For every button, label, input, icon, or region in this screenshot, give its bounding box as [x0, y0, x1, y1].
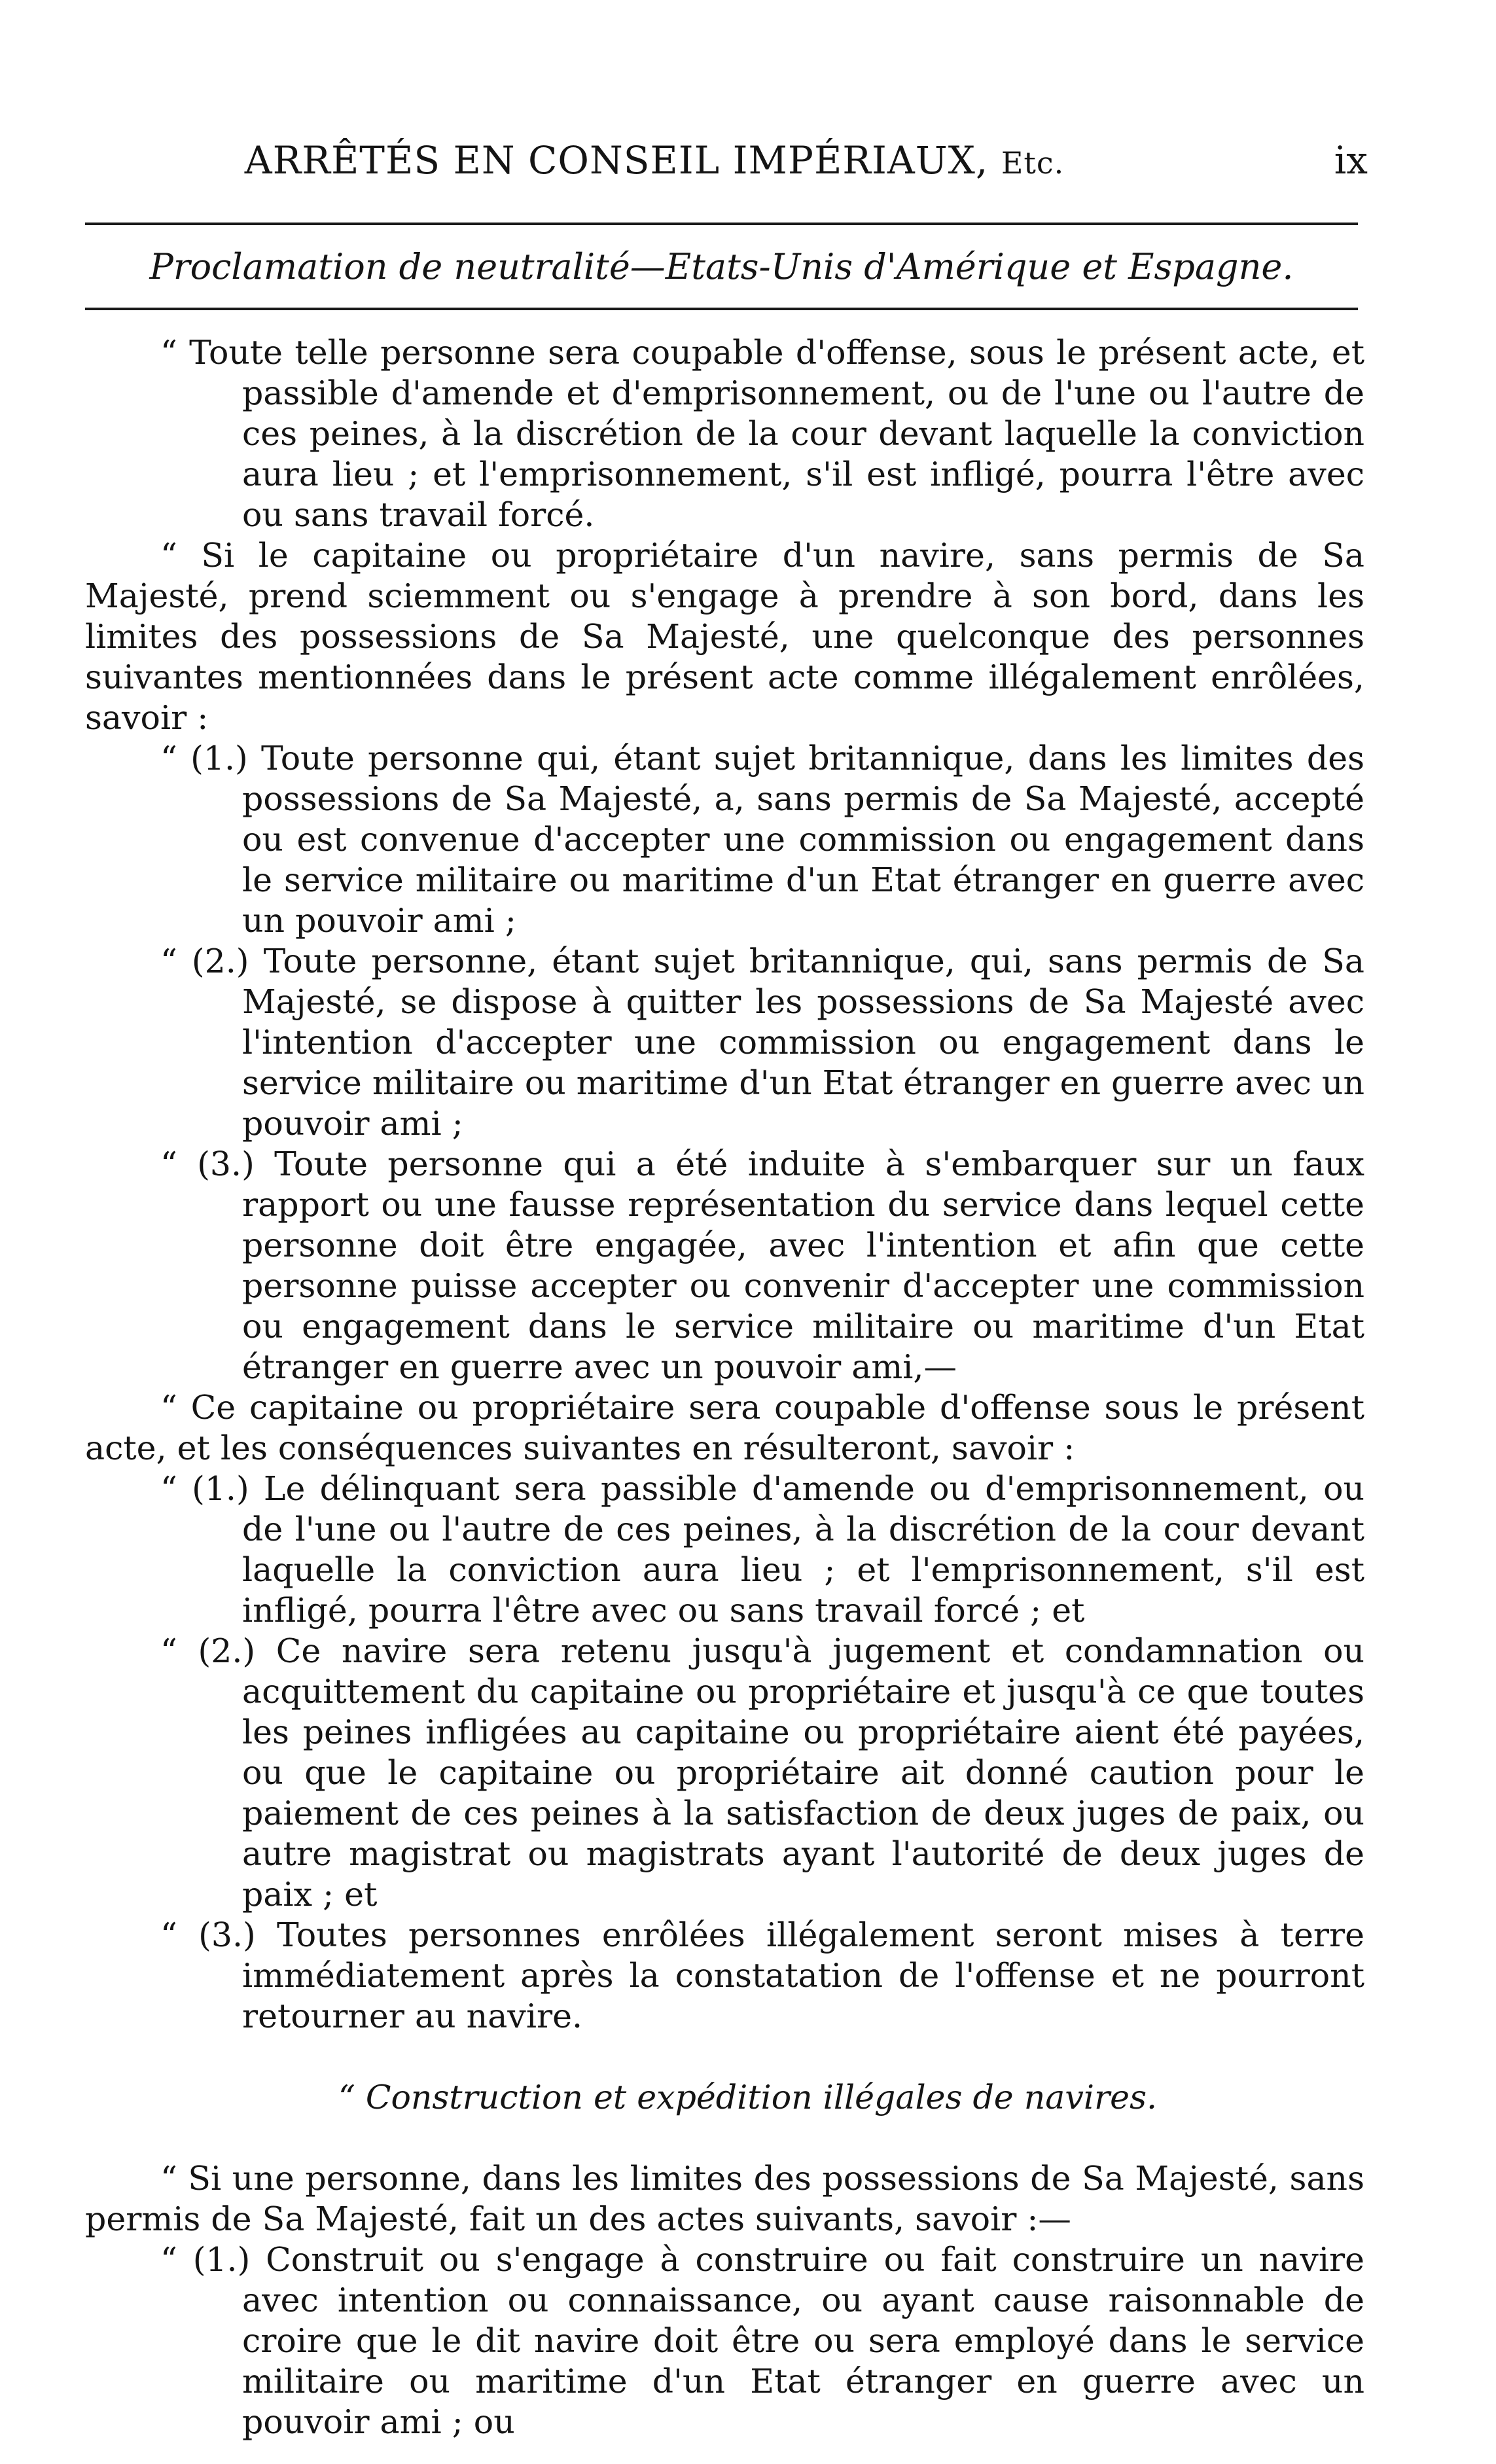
paragraph-consequences: “ Ce capitaine ou propriétaire sera coupable d'offense sous le présent acte, et les conséquences suivantes en résulteront, savoir : [85, 1388, 1364, 1467]
list-item: “ (2.) Toute personne, étant sujet britannique, qui, sans permis de Sa Majesté, se dispose à quitter les possessions de Sa Majesté avec l'intention d'accepter une commission ou engagement dans le service militaire ou maritime d'un Etat étranger en guerre avec un pouvoir ami ; [160, 942, 1364, 1143]
running-title-etc: Etc. [1001, 145, 1065, 181]
body-text [85, 332, 1364, 2442]
list-item: “ (3.) Toutes personnes enrôlées illégalement seront mises à terre immédiatement après la constatation de l'offense et ne pourront retourner au navire. [160, 1916, 1364, 2035]
list-item: “ (1.) Construit ou s'engage à construire ou fait construire un navire avec intention ou connaissance, ou ayant cause raisonnable de croire que le dit navire doit être ou sera employé dans le service militaire ou maritime d'un Etat étranger en guerre avec un pouvoir ami ; ou [160, 2240, 1364, 2441]
list-item: “ (1.) Toute personne qui, étant sujet britannique, dans les limites des possessions de Sa Majesté, a, sans permis de Sa Majesté, accepté ou est convenue d'accepter une commission ou engagement dans le service militaire ou maritime d'un Etat étranger en guerre avec un pouvoir ami ; [160, 739, 1364, 940]
paragraph-penalty: “ Toute telle personne sera coupable d'offense, sous le présent acte, et passible d'amende et d'emprisonnement, ou de l'une ou l'autre de ces peines, à la discrétion de la cour devant laquelle la conviction aura lieu ; et l'emprisonnement, s'il est infligé, pourra l'être avec ou sans travail forcé. [160, 333, 1364, 534]
paragraph-captain-intro: “ Si le capitaine ou propriétaire d'un navire, sans permis de Sa Majesté, prend sciemment ou s'engage à prendre à son bord, dans les limites des possessions de Sa Majesté, une quelconque des personnes suivantes mentionnées dans le présent acte comme illégalement enrôlées, savoir : [85, 536, 1364, 737]
header-rule-top [85, 223, 1358, 225]
section-subtitle: Proclamation de neutralité—Etats-Unis d'Amérique et Espagne. [149, 246, 1294, 287]
header-rule-bottom [85, 308, 1358, 310]
list-item: “ (3.) Toute personne qui a été induite à s'embarquer sur un faux rapport ou une fausse représentation du service dans lequel cette personne doit être engagée, avec l'intention et afin que cette personne puisse accepter ou convenir d'accepter une commission ou engagement dans le service militaire ou maritime d'un Etat étranger en guerre avec un pouvoir ami,— [160, 1145, 1364, 1386]
running-title [85, 134, 1224, 189]
section-heading: “ Construction et expédition illégales de navires. [338, 2078, 1158, 2116]
list-item: “ (2.) Ce navire sera retenu jusqu'à jugement et condamnation ou acquittement du capitaine ou propriétaire et jusqu'à ce que toutes les peines infligées au capitaine ou propriétaire aient été payées, ou que le capitaine ou propriétaire ait donné caution pour le paiement de ces peines à la satisfaction de deux juges de paix, ou autre magistrat ou magistrats ayant l'autorité de deux juges de paix ; et [160, 1632, 1364, 1914]
running-title-main: ARRÊTÉS EN CONSEIL IMPÉRIAUX, [244, 138, 989, 183]
running-head [85, 134, 1368, 187]
list-item: “ (1.) Le délinquant sera passible d'amende ou d'emprisonnement, ou de l'une ou l'autre de ces peines, à la discrétion de la cour devant laquelle la conviction aura lieu ; et l'emprisonnement, s'il est infligé, pourra l'être avec ou sans travail forcé ; et [160, 1469, 1364, 1630]
page-number: ix [1334, 138, 1368, 183]
paragraph-construction-intro: “ Si une personne, dans les limites des possessions de Sa Majesté, sans permis de Sa Majesté, fait un des actes suivants, savoir :— [85, 2159, 1364, 2238]
